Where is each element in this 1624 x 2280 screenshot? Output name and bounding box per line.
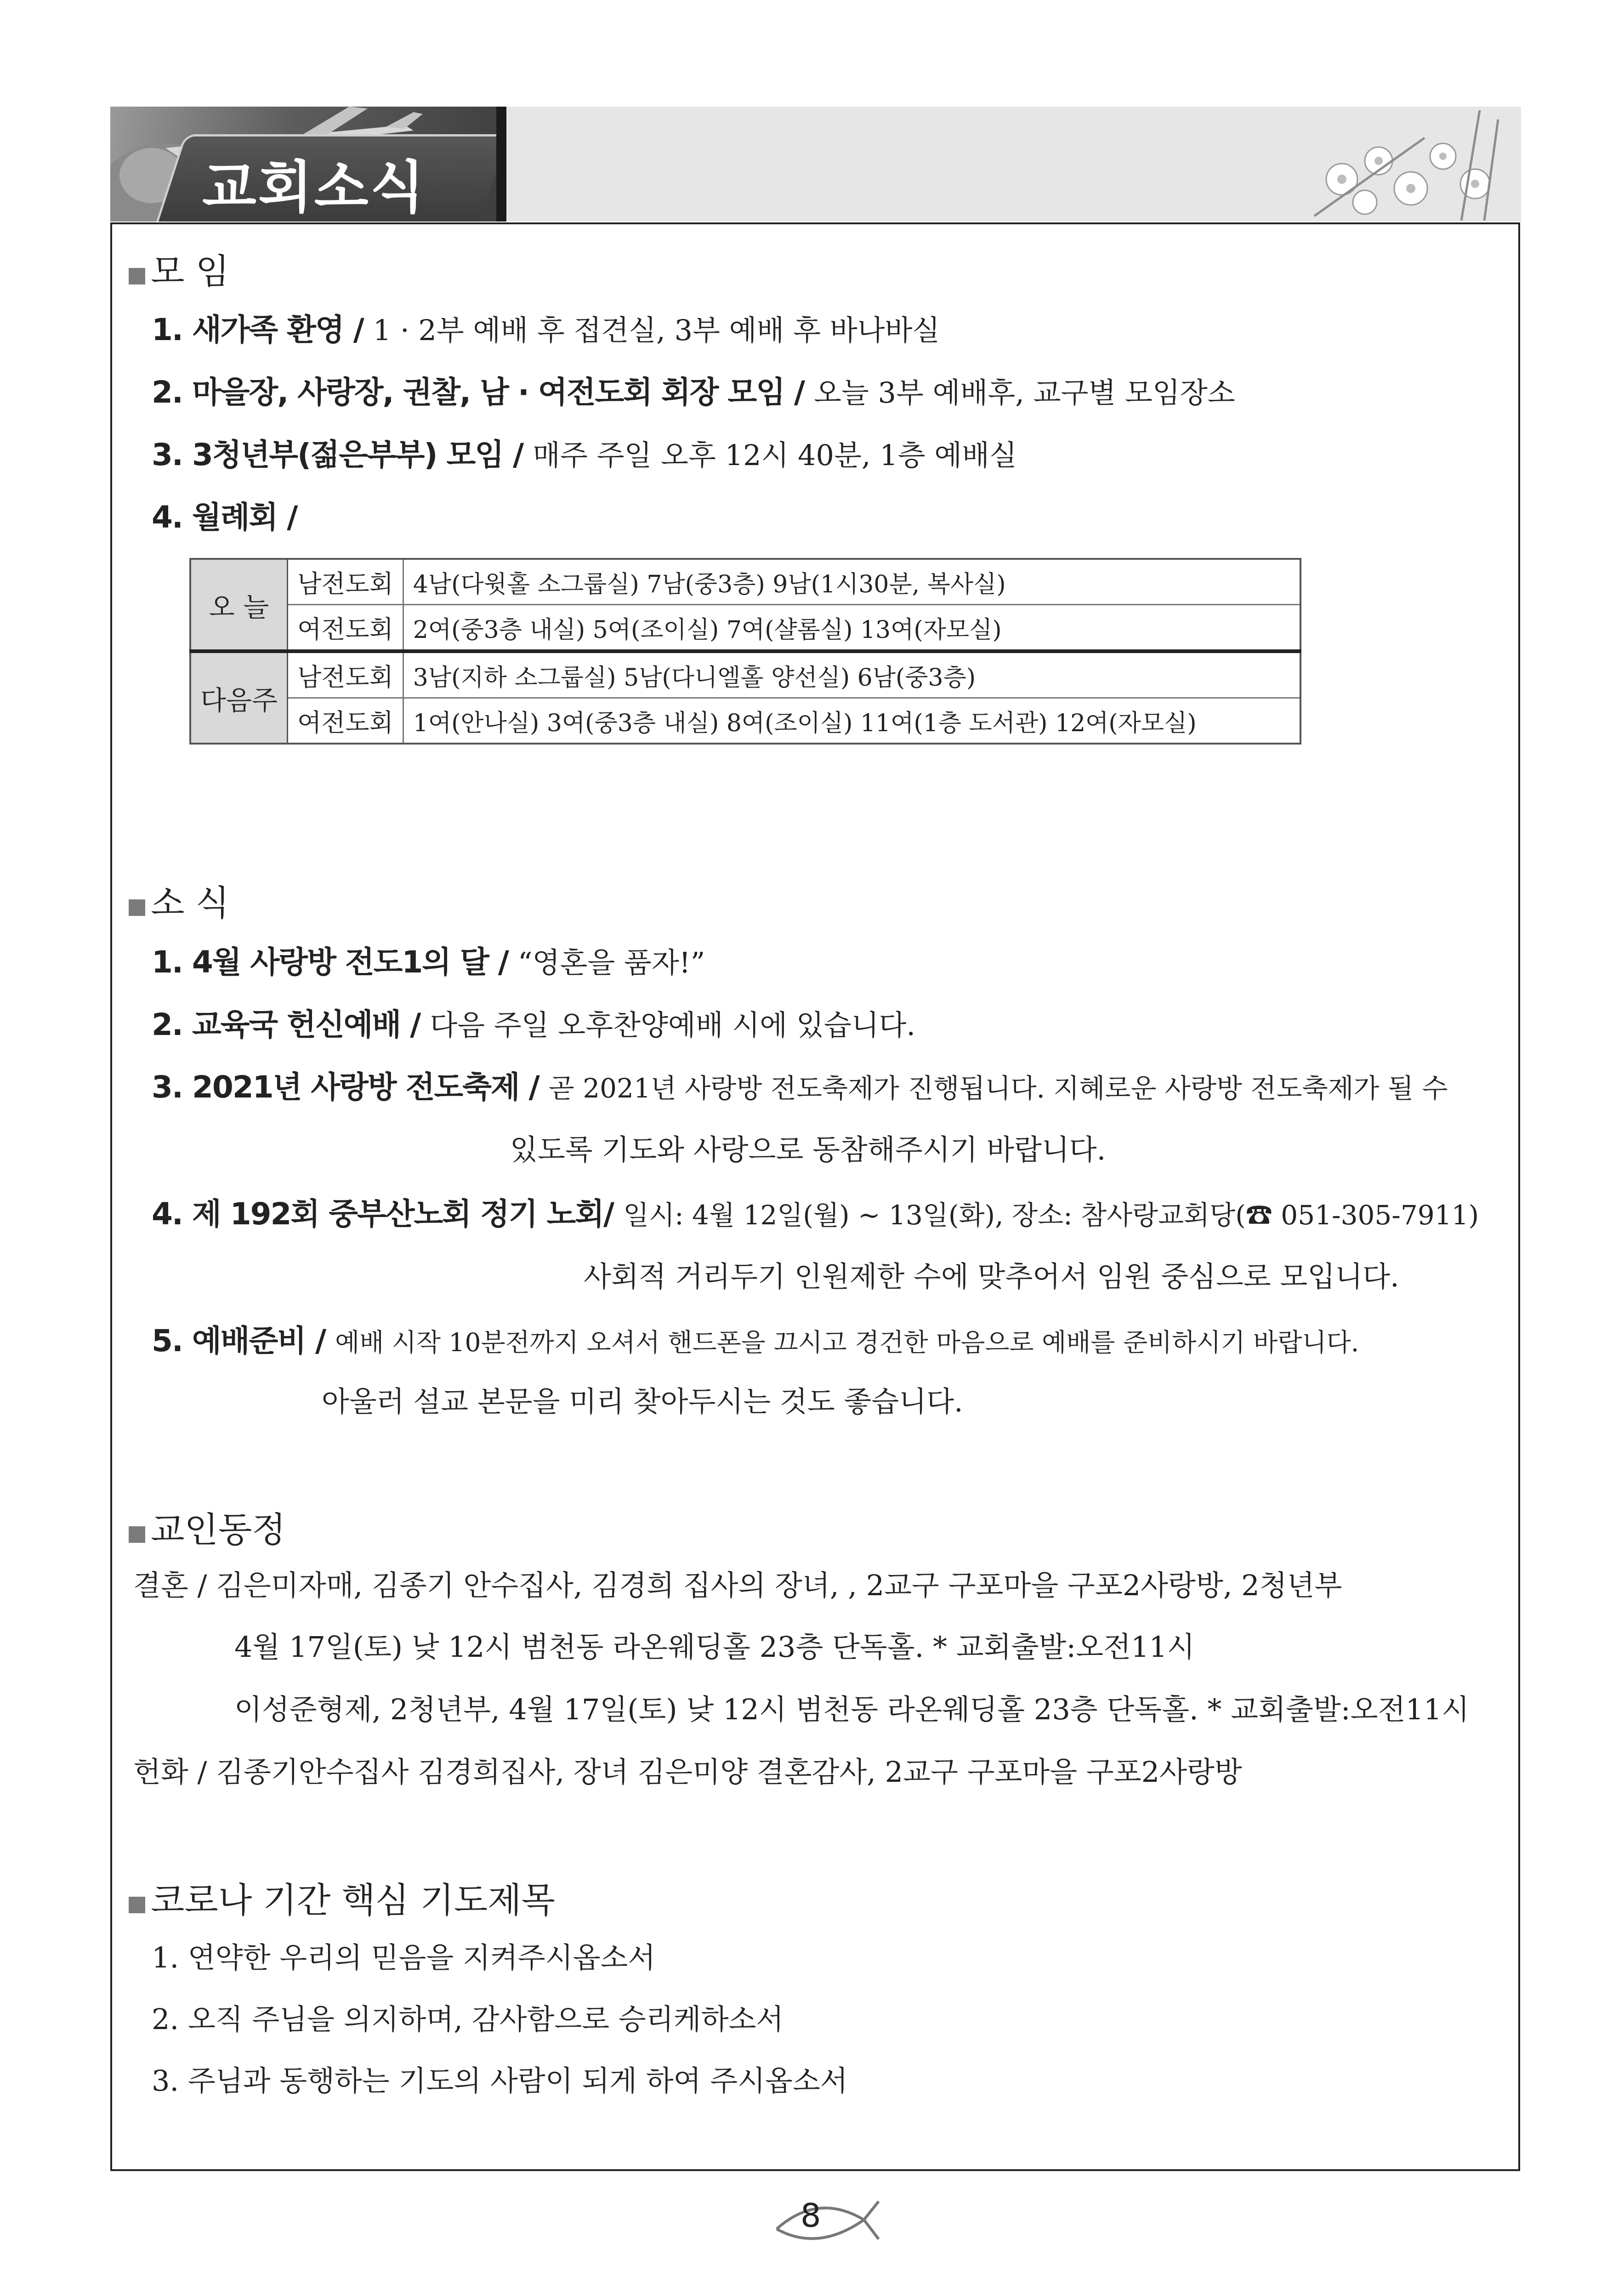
news-item-4-continuation: 사회적 거리두기 인원제한 수에 맞추어서 임원 중심으로 모입니다. bbox=[584, 1260, 1399, 1293]
bullet-square-icon bbox=[129, 1897, 145, 1913]
group-today: 오 늘 bbox=[190, 559, 288, 651]
section-heading-prayer bbox=[129, 1872, 555, 1922]
news-item-5 bbox=[152, 1316, 1359, 1360]
item-label: 3. 2021년 사랑방 전도축제 / bbox=[152, 1069, 549, 1105]
members-line-4: 헌화 / 김종기안수집사 김경희집사, 장녀 김은미양 결혼감사, 2교구 구포마을 구포2사랑방 bbox=[133, 1755, 1242, 1789]
table-cell-value: 2여(중3층 내실) 5여(조이실) 7여(샬롬실) 13여(자모실) bbox=[403, 605, 1300, 652]
item-text: 예배 시작 10분전까지 오셔서 핸드폰을 끄시고 경건한 마음으로 예배를 준비하시기 바랍니다. bbox=[335, 1328, 1359, 1357]
item-label: 1. 4월 사랑방 전도1의 달 / bbox=[152, 944, 518, 980]
prayer-line-3: 3. 주님과 동행하는 기도의 사람이 되게 하여 주시옵소서 bbox=[152, 2064, 848, 2098]
item-text: 오늘 3부 예배후, 교구별 모임장소 bbox=[814, 376, 1235, 409]
table-row bbox=[190, 559, 1300, 605]
item-label: 1. 새가족 환영 / bbox=[152, 312, 373, 347]
item-label: 2. 마을장, 사랑장, 권찰, 남 · 여전도회 회장 모임 / bbox=[152, 375, 814, 410]
flower-decoration-icon bbox=[1287, 110, 1516, 221]
fish-symbol-icon bbox=[772, 2188, 882, 2247]
item-text: 다음 주일 오후찬양예배 시에 있습니다. bbox=[430, 1008, 916, 1042]
page-title: 교회소식 bbox=[202, 155, 426, 220]
meeting-item-3 bbox=[152, 430, 1017, 474]
bullet-square-icon bbox=[129, 268, 145, 284]
table-cell-sub: 남전도회 bbox=[288, 651, 403, 698]
item-label: 4. 제 192회 중부산노회 정기 노회/ bbox=[152, 1196, 624, 1232]
item-label: 5. 예배준비 / bbox=[152, 1323, 335, 1359]
item-label: 2. 교육국 헌신예배 / bbox=[152, 1007, 430, 1042]
bullet-square-icon bbox=[129, 1526, 145, 1543]
item-label: 3. 3청년부(젊은부부) 모임 / bbox=[152, 437, 533, 472]
news-item-1 bbox=[152, 938, 705, 981]
page-number bbox=[772, 2188, 882, 2247]
prayer-line-1: 1. 연약한 우리의 믿음을 지켜주시옵소서 bbox=[152, 1941, 656, 1974]
news-item-5-continuation: 아울러 설교 본문을 미리 찾아두시는 것도 좋습니다. bbox=[322, 1385, 963, 1418]
table-cell-value: 1여(안나실) 3여(중3층 내실) 8여(조이실) 11여(1층 도서관) 12여(자모실) bbox=[403, 698, 1300, 744]
table-cell-value: 4남(다윗홀 소그룹실) 7남(중3층) 9남(1시30분, 복사실) bbox=[403, 559, 1300, 605]
section-title: 소 식 bbox=[151, 882, 229, 923]
header-photo bbox=[110, 107, 496, 222]
table-row bbox=[190, 651, 1300, 698]
table-cell-sub: 남전도회 bbox=[288, 559, 403, 605]
news-item-2 bbox=[152, 1000, 915, 1044]
item-text: 일시: 4월 12일(월) ~ 13일(화), 장소: 참사랑교회당(☎ 051-305-7911) bbox=[623, 1200, 1479, 1231]
section-title: 코로나 기간 핵심 기도제목 bbox=[151, 1880, 556, 1921]
section-title: 모 임 bbox=[151, 251, 229, 292]
item-text: 1 · 2부 예배 후 접견실, 3부 예배 후 바나바실 bbox=[373, 313, 940, 347]
section-heading-news bbox=[129, 875, 229, 925]
news-item-3-continuation: 있도록 기도와 사랑으로 동참해주시기 바랍니다. bbox=[510, 1133, 1106, 1166]
meeting-item-2 bbox=[152, 368, 1235, 411]
table-cell-sub: 여전도회 bbox=[288, 698, 403, 744]
bullet-square-icon bbox=[129, 899, 145, 916]
item-label: 4. 월례회 / bbox=[152, 500, 297, 535]
item-text: 곧 2021년 사랑방 전도축제가 진행됩니다. 지혜로운 사랑방 전도축제가 될 수 bbox=[548, 1073, 1448, 1104]
group-next-week: 다음주 bbox=[190, 651, 288, 744]
prayer-line-2: 2. 오직 주님을 의지하며, 감사함으로 승리케하소서 bbox=[152, 2002, 784, 2036]
table-cell-sub: 여전도회 bbox=[288, 605, 403, 652]
header-divider bbox=[496, 107, 506, 222]
table-row bbox=[190, 605, 1300, 652]
section-title: 교인동정 bbox=[151, 1509, 286, 1550]
members-line-3: 이성준형제, 2청년부, 4월 17일(토) 낮 12시 범천동 라온웨딩홀 23층 단독홀. * 교회출발:오전11시 bbox=[234, 1693, 1470, 1726]
table-row bbox=[190, 698, 1300, 744]
members-line-1: 결혼 / 김은미자매, 김종기 안수집사, 김경희 집사의 장녀, , 2교구 구포마을 구포2사랑방, 2청년부 bbox=[133, 1569, 1342, 1602]
item-text: 매주 주일 오후 12시 40분, 1층 예배실 bbox=[533, 438, 1017, 472]
section-heading-meeting bbox=[129, 244, 229, 294]
item-text: “영혼을 품자!” bbox=[517, 946, 705, 979]
meeting-item-4 bbox=[152, 493, 297, 536]
section-heading-members bbox=[129, 1502, 286, 1552]
page-number-text: 8 bbox=[801, 2197, 821, 2235]
members-line-2: 4월 17일(토) 낮 12시 범천동 라온웨딩홀 23층 단독홀. * 교회출발:오전11시 bbox=[234, 1630, 1195, 1664]
monthly-meeting-table bbox=[189, 558, 1301, 745]
meeting-item-1 bbox=[152, 305, 940, 349]
table-cell-value: 3남(지하 소그룹실) 5남(다니엘홀 양선실) 6남(중3층) bbox=[403, 651, 1300, 698]
news-item-4 bbox=[152, 1189, 1479, 1233]
news-item-3 bbox=[152, 1063, 1448, 1106]
